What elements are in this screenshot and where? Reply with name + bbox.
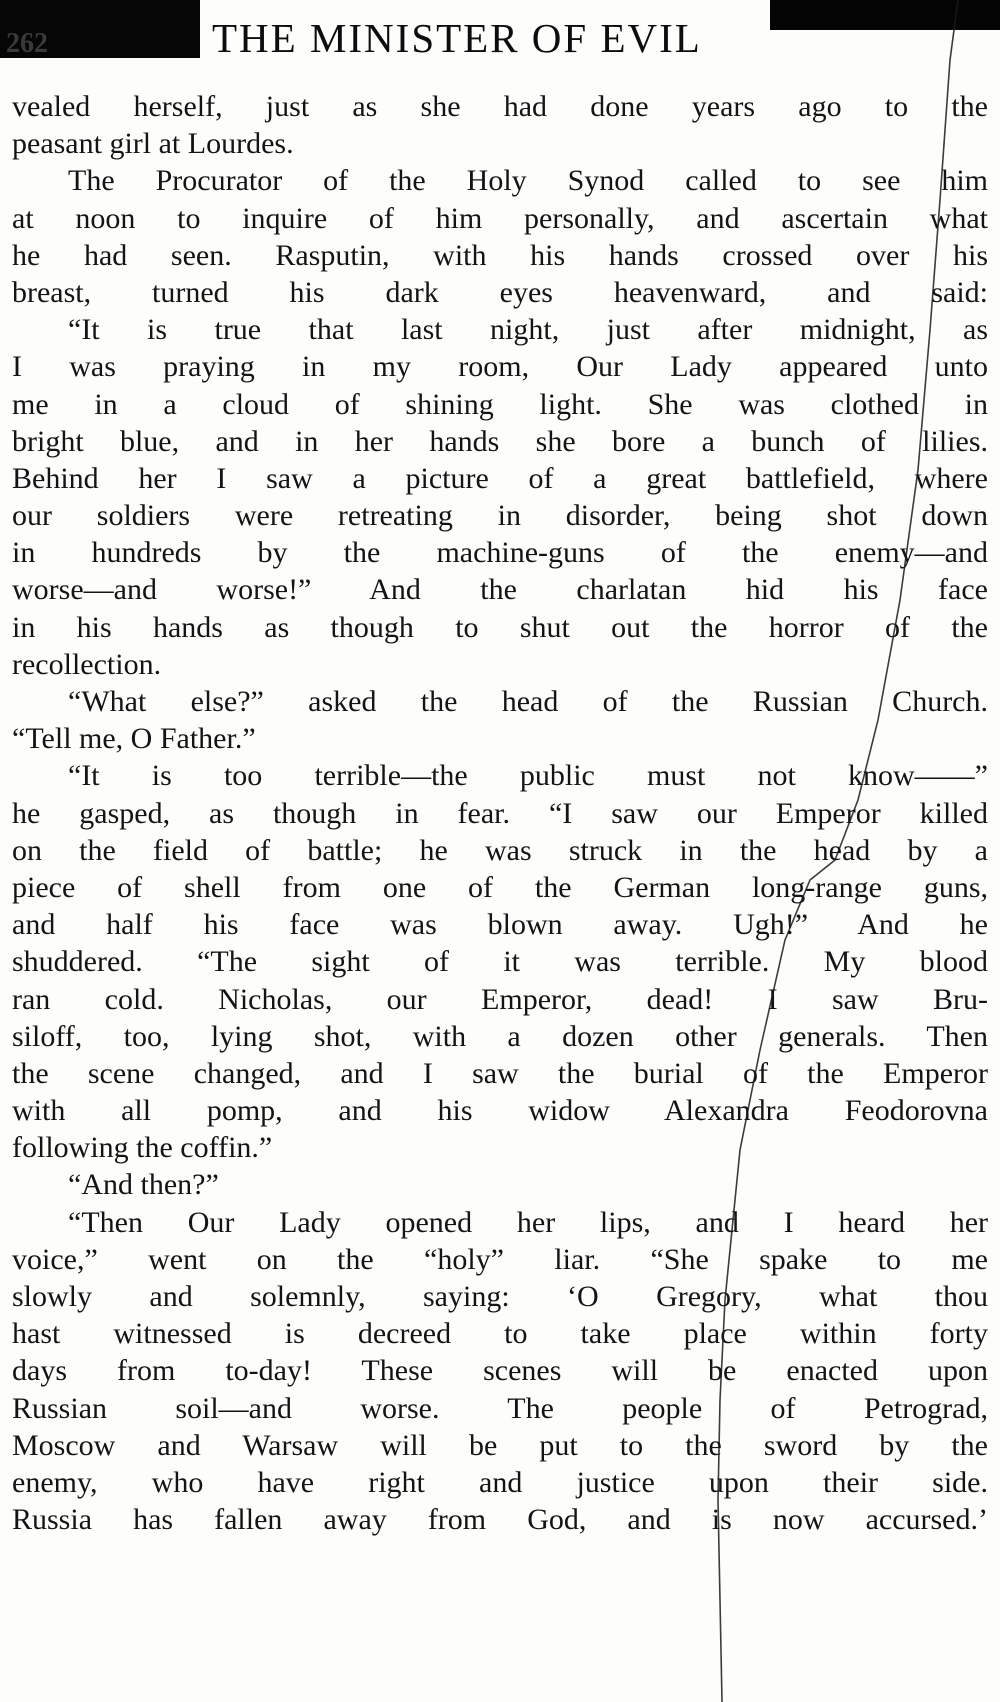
text-line: breast, turned his dark eyes heavenward, and said: bbox=[12, 275, 988, 309]
text-line: on the field of battle; he was struck in the head by a bbox=[12, 833, 988, 867]
text-line: in his hands as though to shut out the horror of the bbox=[12, 610, 988, 644]
running-title: THE MINISTER OF EVIL bbox=[212, 15, 702, 61]
text-line: Russia has fallen away from God, and is now accursed.’ bbox=[12, 1503, 988, 1537]
text-line: “It is too terrible—the public must not know——” bbox=[68, 759, 988, 793]
text-line: The Procurator of the Holy Synod called to see him bbox=[68, 164, 988, 198]
text-line: recollection. bbox=[12, 647, 162, 681]
text-line: “And then?” bbox=[68, 1168, 219, 1202]
text-line: Moscow and Warsaw will be put to the sword by the bbox=[12, 1428, 988, 1462]
text-line: slowly and solemnly, saying: ‘O Gregory, what thou bbox=[12, 1280, 988, 1313]
text-line: following the coffin.” bbox=[12, 1131, 273, 1165]
text-line: hast witnessed is decreed to take place within forty bbox=[12, 1317, 988, 1351]
text-line: vealed herself, just as she had done years ago to the bbox=[12, 90, 988, 123]
text-line: with all pomp, and his widow Alexandra Feodorovna bbox=[12, 1094, 988, 1128]
page-number: 262 bbox=[6, 28, 48, 59]
text-line: bright blue, and in her hands she bore a bunch of lilies. bbox=[12, 424, 988, 458]
text-line: our soldiers were retreating in disorder, being shot down bbox=[12, 499, 988, 533]
text-line: siloff, too, lying shot, with a dozen other generals. Then bbox=[12, 1019, 988, 1053]
text-line: enemy, who have right and justice upon their side. bbox=[12, 1465, 988, 1499]
text-line: in hundreds by the machine-guns of the enemy—and bbox=[12, 536, 988, 570]
text-line: he had seen. Rasputin, with his hands crossed over his bbox=[12, 238, 988, 272]
text-line: piece of shell from one of the German long-range guns, bbox=[12, 870, 988, 904]
text-line: peasant girl at Lourdes. bbox=[12, 127, 294, 161]
text-line: ran cold. Nicholas, our Emperor, dead! I saw Bru- bbox=[12, 982, 988, 1016]
text-line: worse—and worse!” And the charlatan hid his face bbox=[12, 573, 988, 607]
text-line: at noon to inquire of him personally, and ascertain what bbox=[12, 201, 988, 235]
text-line: “Then Our Lady opened her lips, and I heard her bbox=[68, 1205, 988, 1239]
text-line: “What else?” asked the head of the Russian Church. bbox=[68, 685, 988, 718]
text-line: and half his face was blown away. Ugh!” And he bbox=[12, 908, 988, 942]
text-line: shuddered. “The sight of it was terrible. My blood bbox=[12, 945, 988, 979]
text-line: the scene changed, and I saw the burial of the Emperor bbox=[12, 1056, 988, 1090]
text-line: I was praying in my room, Our Lady appeared unto bbox=[12, 350, 988, 384]
text-line: Behind her I saw a picture of a great battlefield, where bbox=[12, 461, 988, 495]
text-line: voice,” went on the “holy” liar. “She spake to me bbox=[12, 1242, 988, 1276]
text-line: “Tell me, O Father.” bbox=[12, 722, 256, 756]
text-line: Russian soil—and worse. The people of Petrograd, bbox=[12, 1391, 988, 1425]
text-line: he gasped, as though in fear. “I saw our Emperor killed bbox=[12, 796, 988, 830]
text-line: me in a cloud of shining light. She was clothed in bbox=[12, 387, 988, 421]
text-line: “It is true that last night, just after midnight, as bbox=[68, 313, 988, 347]
text-line: days from to-day! These scenes will be enacted upon bbox=[12, 1354, 988, 1388]
body-text bbox=[12, 88, 988, 1538]
scan-shadow-right bbox=[770, 0, 1000, 30]
